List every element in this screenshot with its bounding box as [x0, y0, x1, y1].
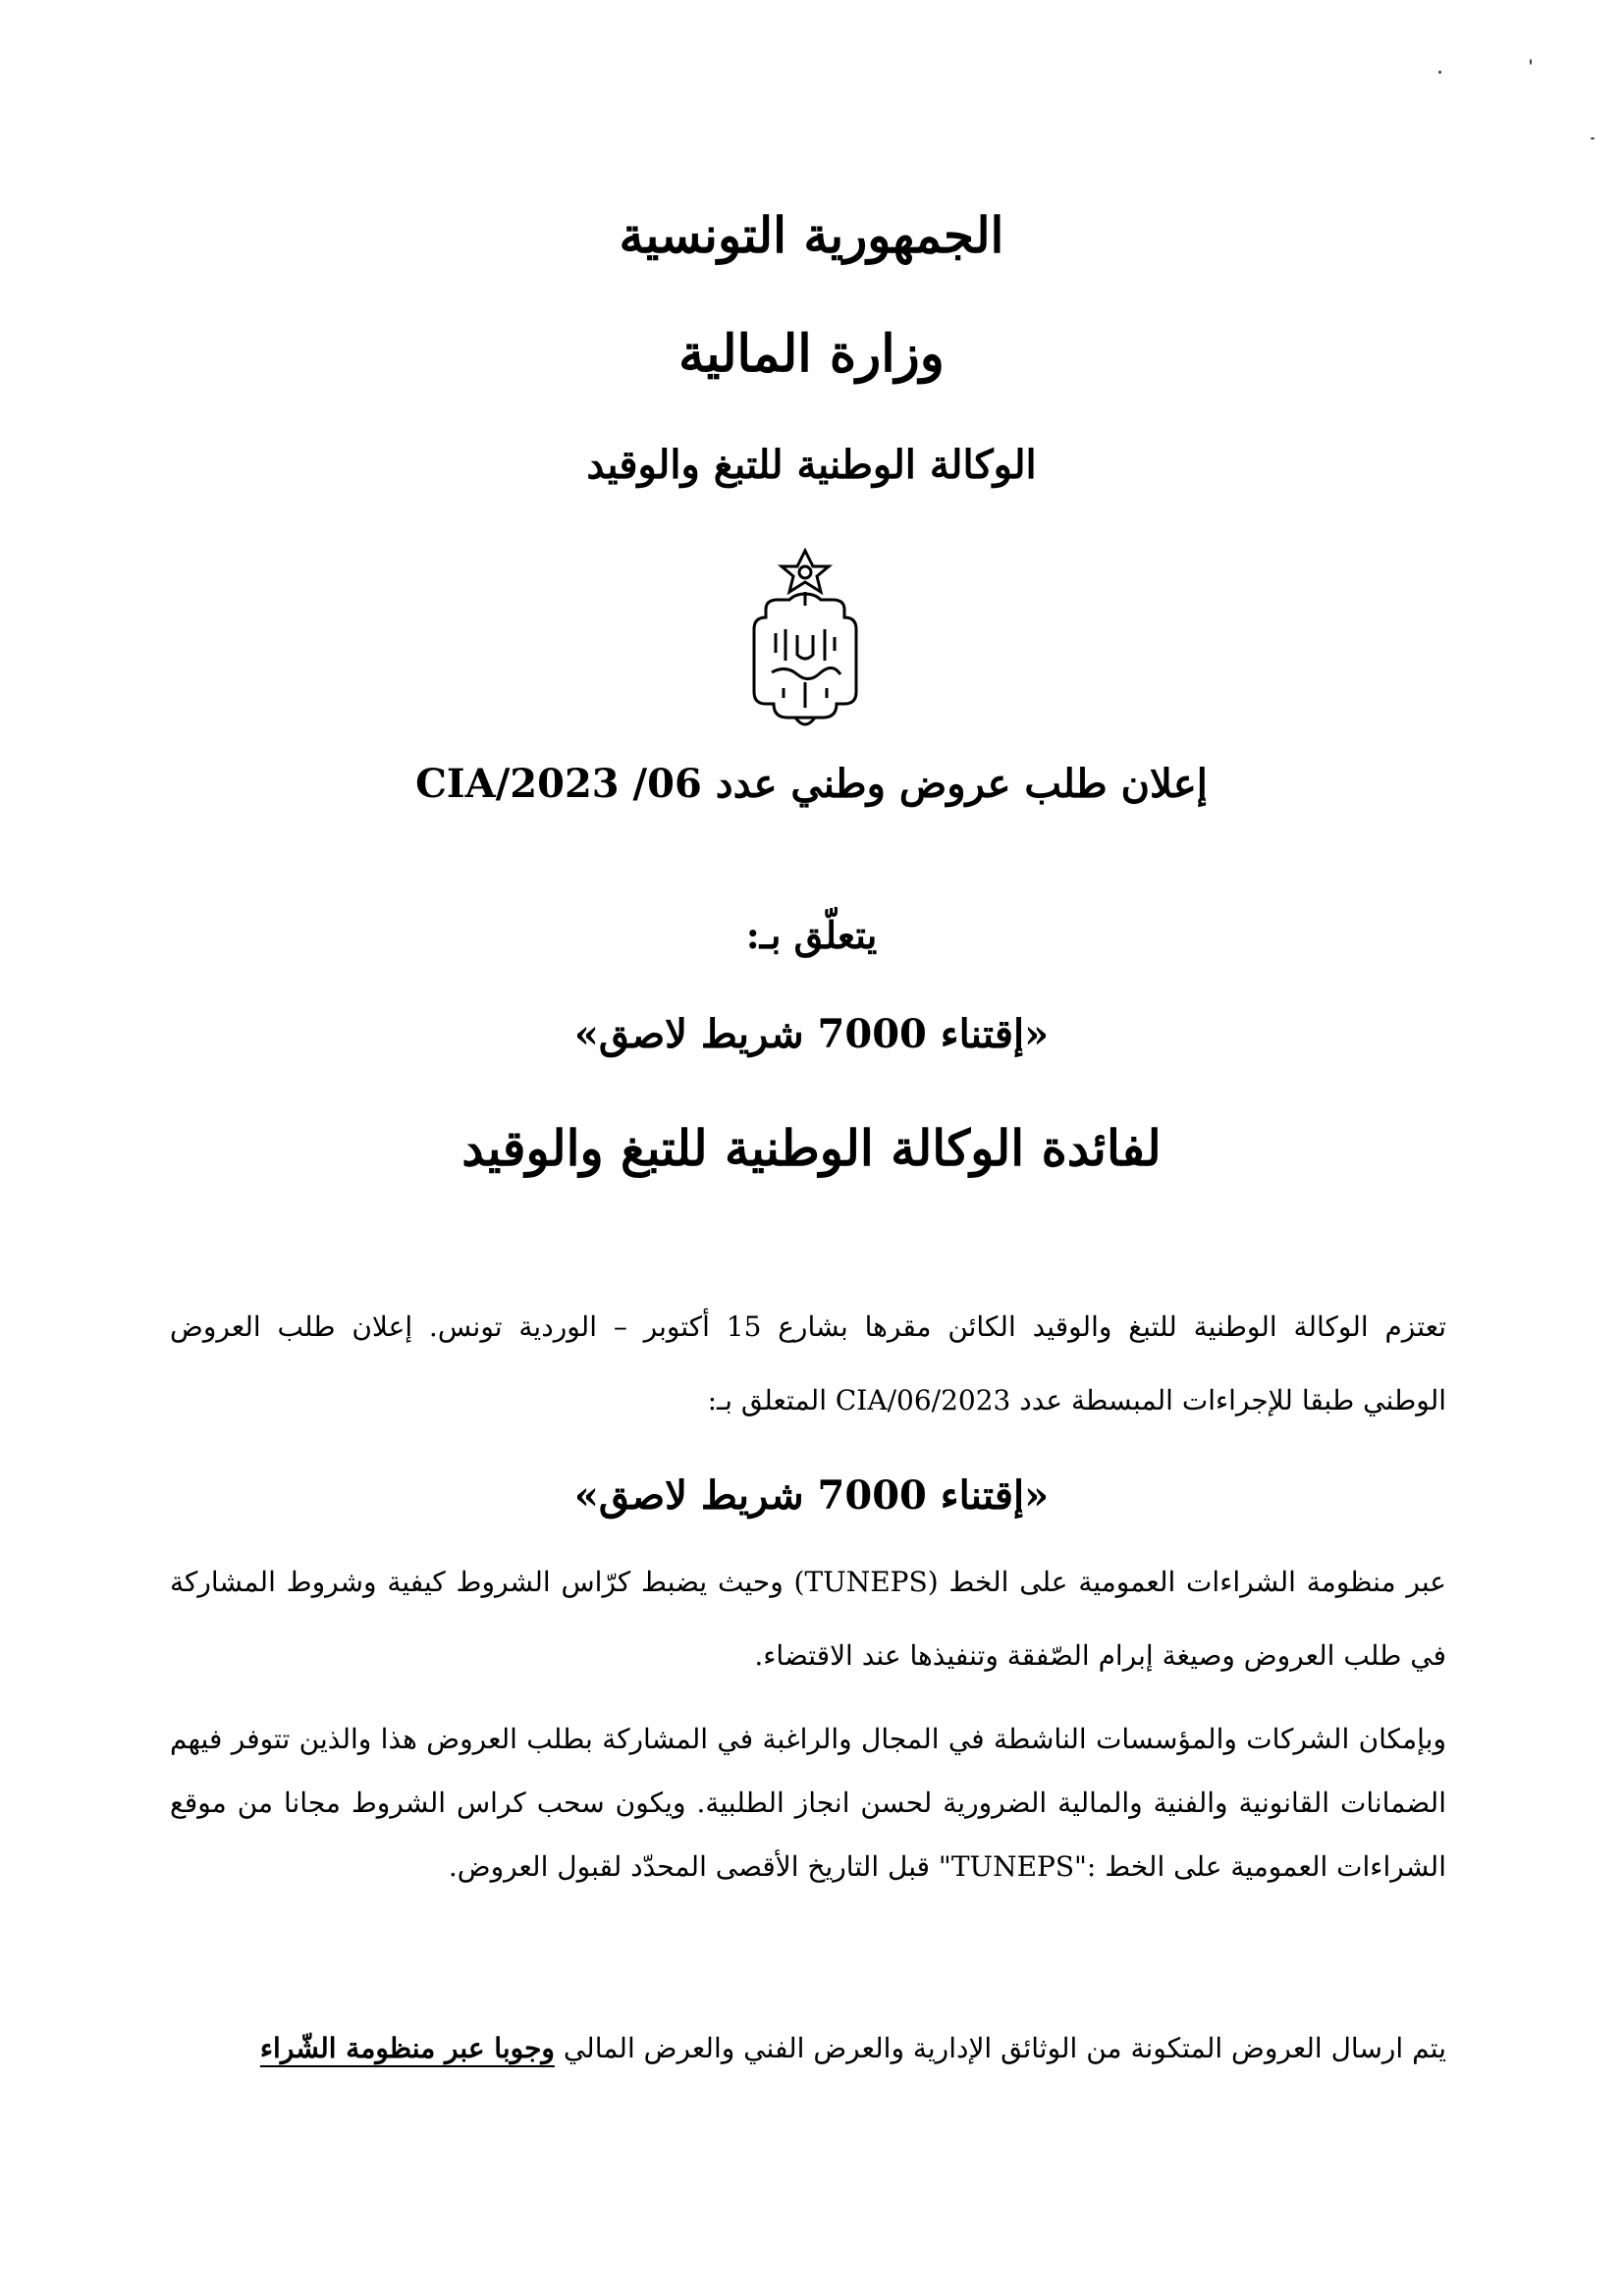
ministry-heading: وزارة المالية — [678, 324, 945, 384]
scan-speck — [1530, 59, 1532, 65]
beneficiary-heading: لفائدة الوكالة الوطنية للتبغ والوقيد — [461, 1119, 1162, 1177]
republic-heading: الجمهورية التونسية — [619, 206, 1004, 264]
paragraph-line-final — [170, 2032, 1446, 2064]
relates-label: يتعلّق بـ: — [745, 913, 878, 957]
final-line-text: يتم ارسال العروض المتكونة من الوثائق الإدارية والعرض الفني والعرض المالي — [563, 2032, 1446, 2064]
paragraph-line: عبر منظومة الشراءات العمومية على الخط (TUNEPS) وحيث يضبط كرّاس الشروط كيفية وشروط المشاركة — [170, 1566, 1446, 1598]
subject-heading: «إقتناء 7000 شريط لاصق» — [573, 1011, 1050, 1057]
paragraph-line: الوطني طبقا للإجراءات المبسطة عدد 2023/CIA/06 المتعلق بـ: — [707, 1384, 1446, 1416]
paragraph-line: تعتزم الوكالة الوطنية للتبغ والوقيد الكائن مقرها بشارع 15 أكتوبر – الوردية تونس. إعلان طلب العروض — [170, 1310, 1447, 1343]
final-line-emphasis: وجوبا عبر منظومة الشّراء — [259, 2032, 555, 2064]
agency-emblem-icon — [727, 545, 884, 741]
paragraph-line: الشراءات العمومية على الخط :"TUNEPS" قبل التاريخ الأقصى المحدّد لقبول العروض. — [448, 1850, 1446, 1883]
paragraph-line: وبإمكان الشركات والمؤسسات الناشطة في المجال والراغبة في المشاركة بطلب العروض هذا والذين تتوفر فيهم — [170, 1723, 1446, 1755]
paragraph-line: في طلب العروض وصيغة إبرام الصّفقة وتنفيذها عند الاقتضاء. — [754, 1639, 1446, 1672]
scan-speck — [1438, 71, 1441, 74]
announcement-title: إعلان طلب عروض وطني عدد 06/ 2023/CIA — [415, 761, 1208, 807]
agency-heading: الوكالة الوطنية للتبغ والوقيد — [586, 442, 1037, 488]
scan-speck — [1591, 137, 1595, 139]
subject-repeat-heading: «إقتناء 7000 شريط لاصق» — [573, 1472, 1050, 1519]
paragraph-line: الضمانات القانونية والفنية والمالية الضرورية لحسن انجاز الطلبية. ويكون سحب كراس الشروط مجانا من موقع — [170, 1787, 1446, 1819]
